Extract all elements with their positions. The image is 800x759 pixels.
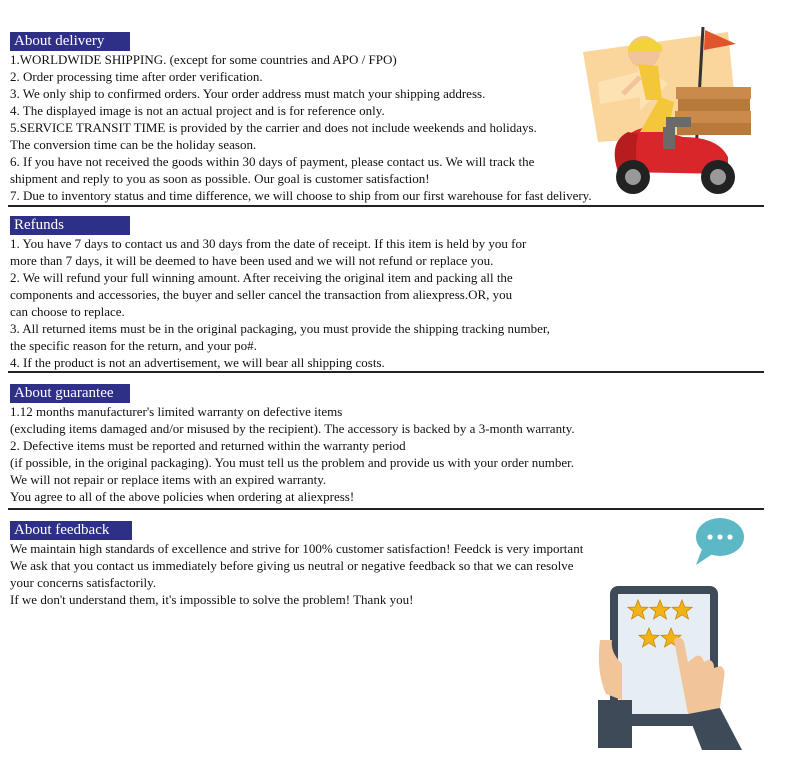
guarantee-line: We will not repair or replace items with an expired warranty.	[10, 472, 327, 487]
feedback-section	[10, 521, 583, 608]
feedback-text	[10, 540, 583, 608]
delivery-line: 2. Order processing time after order verification.	[10, 69, 263, 84]
refunds-line: 2. We will refund your full winning amount. After receiving the original item and packing all the	[10, 270, 513, 285]
section-divider	[8, 508, 764, 510]
guarantee-line: (if possible, in the original packaging). You must tell us the problem and provide us with your order number.	[10, 455, 574, 470]
delivery-line: 6. If you have not received the goods within 30 days of payment, please contact us. We will track the	[10, 154, 535, 169]
refunds-line: 1. You have 7 days to contact us and 30 days from the date of receipt. If this item is held by you for	[10, 236, 527, 251]
guarantee-line: 2. Defective items must be reported and returned within the warranty period	[10, 438, 406, 453]
tablet-rating-icon	[592, 582, 762, 750]
feedback-line: your concerns satisfactorily.	[10, 575, 157, 590]
refunds-line: can choose to replace.	[10, 304, 125, 319]
feedback-line: We ask that you contact us immediately before giving us neutral or negative feedback so that we can resolve	[10, 558, 574, 573]
delivery-line: 7. Due to inventory status and time difference, we will choose to ship from our first warehouse for fast delivery.	[10, 188, 592, 203]
delivery-line: 1.WORLDWIDE SHIPPING. (except for some countries and APO / FPO)	[10, 52, 397, 67]
delivery-scooter-icon	[578, 22, 783, 202]
delivery-line: shipment and reply to you as soon as possible. Our goal is customer satisfaction!	[10, 171, 430, 186]
feedback-line: We maintain high standards of excellence and strive for 100% customer satisfaction! Feedck is very important	[10, 541, 584, 556]
refunds-section	[10, 216, 550, 371]
delivery-line: The conversion time can be the holiday season.	[10, 137, 257, 152]
chat-bubble-icon	[690, 515, 746, 567]
section-divider	[8, 205, 764, 207]
refunds-text	[10, 235, 550, 371]
guarantee-text	[10, 403, 575, 505]
guarantee-line: 1.12 months manufacturer's limited warranty on defective items	[10, 404, 343, 419]
delivery-line: 3. We only ship to confirmed orders. Your order address must match your shipping address.	[10, 86, 486, 101]
delivery-text	[10, 51, 592, 204]
delivery-header: About delivery	[10, 32, 130, 51]
refunds-line: 4. If the product is not an advertisement, we will bear all shipping costs.	[10, 355, 385, 370]
refunds-line: more than 7 days, it will be deemed to have been used and we will not refund or replace you.	[10, 253, 494, 268]
feedback-header: About feedback	[10, 521, 132, 540]
guarantee-header: About guarantee	[10, 384, 130, 403]
refunds-line: the specific reason for the return, and your po#.	[10, 338, 257, 353]
refunds-line: 3. All returned items must be in the original packaging, you must provide the shipping tracking number,	[10, 321, 550, 336]
guarantee-line: (excluding items damaged and/or misused by the recipient). The accessory is backed by a 3-month warranty.	[10, 421, 575, 436]
refunds-header: Refunds	[10, 216, 130, 235]
delivery-line: 5.SERVICE TRANSIT TIME is provided by the carrier and does not include weekends and holidays.	[10, 120, 537, 135]
section-divider	[8, 371, 764, 373]
delivery-line: 4. The displayed image is not an actual project and is for reference only.	[10, 103, 385, 118]
refunds-line: components and accessories, the buyer and seller cancel the transaction from aliexpress.OR, you	[10, 287, 513, 302]
feedback-line: If we don't understand them, it's impossible to solve the problem! Thank you!	[10, 592, 414, 607]
guarantee-line: You agree to all of the above policies when ordering at aliexpress!	[10, 489, 355, 504]
delivery-section	[10, 32, 592, 204]
guarantee-section	[10, 384, 575, 505]
